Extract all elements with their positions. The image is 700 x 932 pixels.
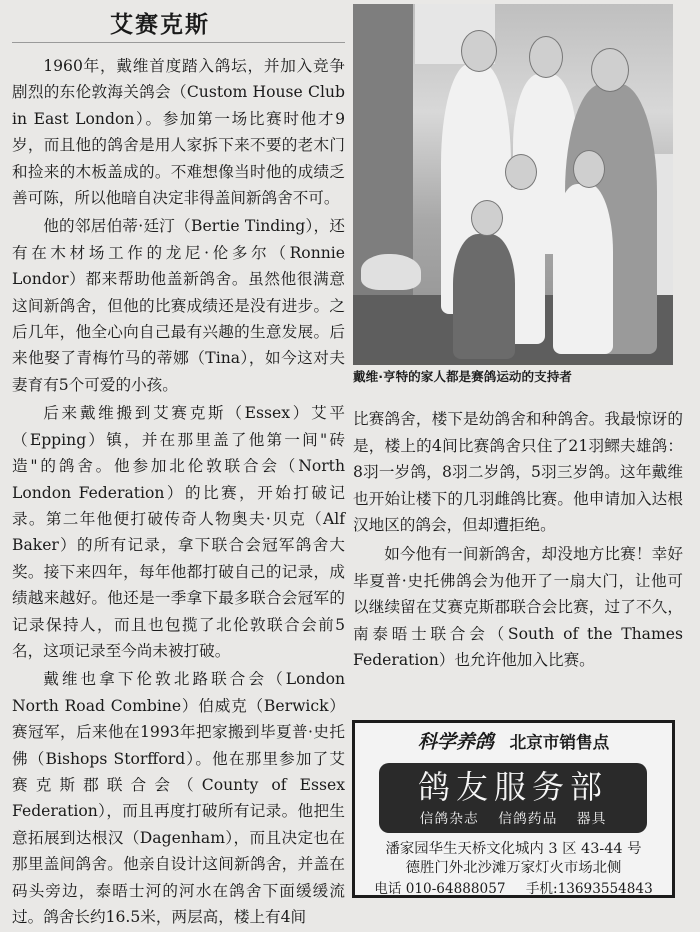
person-child xyxy=(553,184,613,354)
photo-caption: 戴维·亨特的家人都是赛鸽运动的支持者 xyxy=(353,366,673,388)
paragraph: 比赛鸽舍，楼下是幼鸽舍和种鸽舍。我最惊讶的是，楼上的4间比赛鸽舍只住了21羽鳏夫雄鸽：8羽一岁鸽，8羽二岁鸽，5羽三岁鸽。这年戴维也开始让楼下的几羽雌鸽比赛。他申请加入达根汉地区的鸽会，但却遭拒绝。 xyxy=(353,410,683,535)
person-head xyxy=(471,200,503,236)
ad-service-item: 信鸽药品 xyxy=(498,811,558,827)
paragraph: 1960年，戴维首度踏入鸽坛，并加入竞争剧烈的东伦敦海关鸽会（Custom House Club in East London）。参加第一场比赛时他才9岁，而且他的鸽舍是用人家拆下来不要的老木门和捡来的木板盖成的。不难想像当时他的成绩乏善可陈，所以他暗自决定非得盖间新鸽舍不可。 xyxy=(12,57,345,208)
ad-services xyxy=(379,809,647,829)
ad-address-1: 潘家园华生天桥文化城内 3 区 43-44 号 xyxy=(385,841,642,857)
ad-shop-box xyxy=(379,763,647,833)
person-head xyxy=(461,30,497,72)
ad-service-item: 器具 xyxy=(576,811,607,827)
ad-service-item: 信鸽杂志 xyxy=(419,811,479,827)
ad-phone: 电话 010-64888057 xyxy=(374,881,506,897)
person-head xyxy=(529,36,563,78)
dog xyxy=(361,254,421,290)
ad-address-2: 德胜门外北沙滩万家灯火市场北侧 xyxy=(405,860,622,876)
ad-city-store: 北京市销售点 xyxy=(509,733,610,752)
paragraph: 如今他有一间新鸽舍，却没地方比赛！幸好毕夏普·史托佛鸽会为他开了一扇大门，让他可以继续留在艾赛克斯郡联合会比赛，过了不久，南泰晤士联合会（South of the Thames Federation）也允许他加入比赛。 xyxy=(353,544,683,670)
ad-brand: 科学养鸽 xyxy=(417,731,494,753)
ad-shop-name: 鸽友服务部 xyxy=(417,768,608,806)
advertisement xyxy=(352,720,675,898)
ad-header xyxy=(355,727,672,757)
left-column xyxy=(12,8,345,932)
right-column xyxy=(353,406,683,676)
paragraph: 他的邻居伯蒂·廷汀（Bertie Tinding），还有在木材场工作的龙尼·伦多尔（Ronnie Londor）都来帮助他盖新鸽舍。虽然他很满意这间新鸽舍，但他的比赛成绩还是没有进步。之后几年，他全心向自己最有兴趣的生意发展。后来他娶了青梅竹马的蒂娜（Tina），如今这对夫妻育有5个可爱的小孩。 xyxy=(12,217,345,394)
person-head xyxy=(505,154,537,190)
family-photo xyxy=(353,4,673,365)
person-head xyxy=(591,48,629,92)
paragraph: 戴维也拿下伦敦北路联合会（London North Road Combine）伯威克（Berwick）赛冠军，后来他在1993年把家搬到毕夏普·史托佛（Bishops Storfford）。他在那里参加了艾赛克斯郡联合会（County of Essex Federation），而且再度打破所有记录。他把生意拓展到达根汉（Dagenham），而且决定也在那里盖间鸽舍。他亲自设计这间新鸽舍，并盖在码头旁边，泰晤士河的河水在鸽舍下面缓缓流过。鸽舍长约16.5米，两层高，楼上有4间 xyxy=(12,670,345,926)
article-title: 艾赛克斯 xyxy=(12,8,345,43)
ad-contact xyxy=(355,877,672,897)
paragraph: 后来戴维搬到艾赛克斯（Essex）艾平（Epping）镇，并在那里盖了他第一间"砖造"的鸽舍。他参加北伦敦联合会（North London Federation）的比赛，开始打破记录。第二年他便打破传奇人物奥夫·贝克（Alf Baker）的所有记录，拿下联合会冠军鸽舍大奖。接下来四年，每年他都打破自己的记录，成绩越来越好。他还是一季拿下最多联合会冠军的记录保持人，而且也包揽了北伦敦联合会前5名，这项记录至今尚未被打破。 xyxy=(12,404,345,660)
person-toddler xyxy=(453,234,515,359)
ad-mobile: 手机:13693554843 xyxy=(525,881,653,897)
person-head xyxy=(573,150,605,188)
